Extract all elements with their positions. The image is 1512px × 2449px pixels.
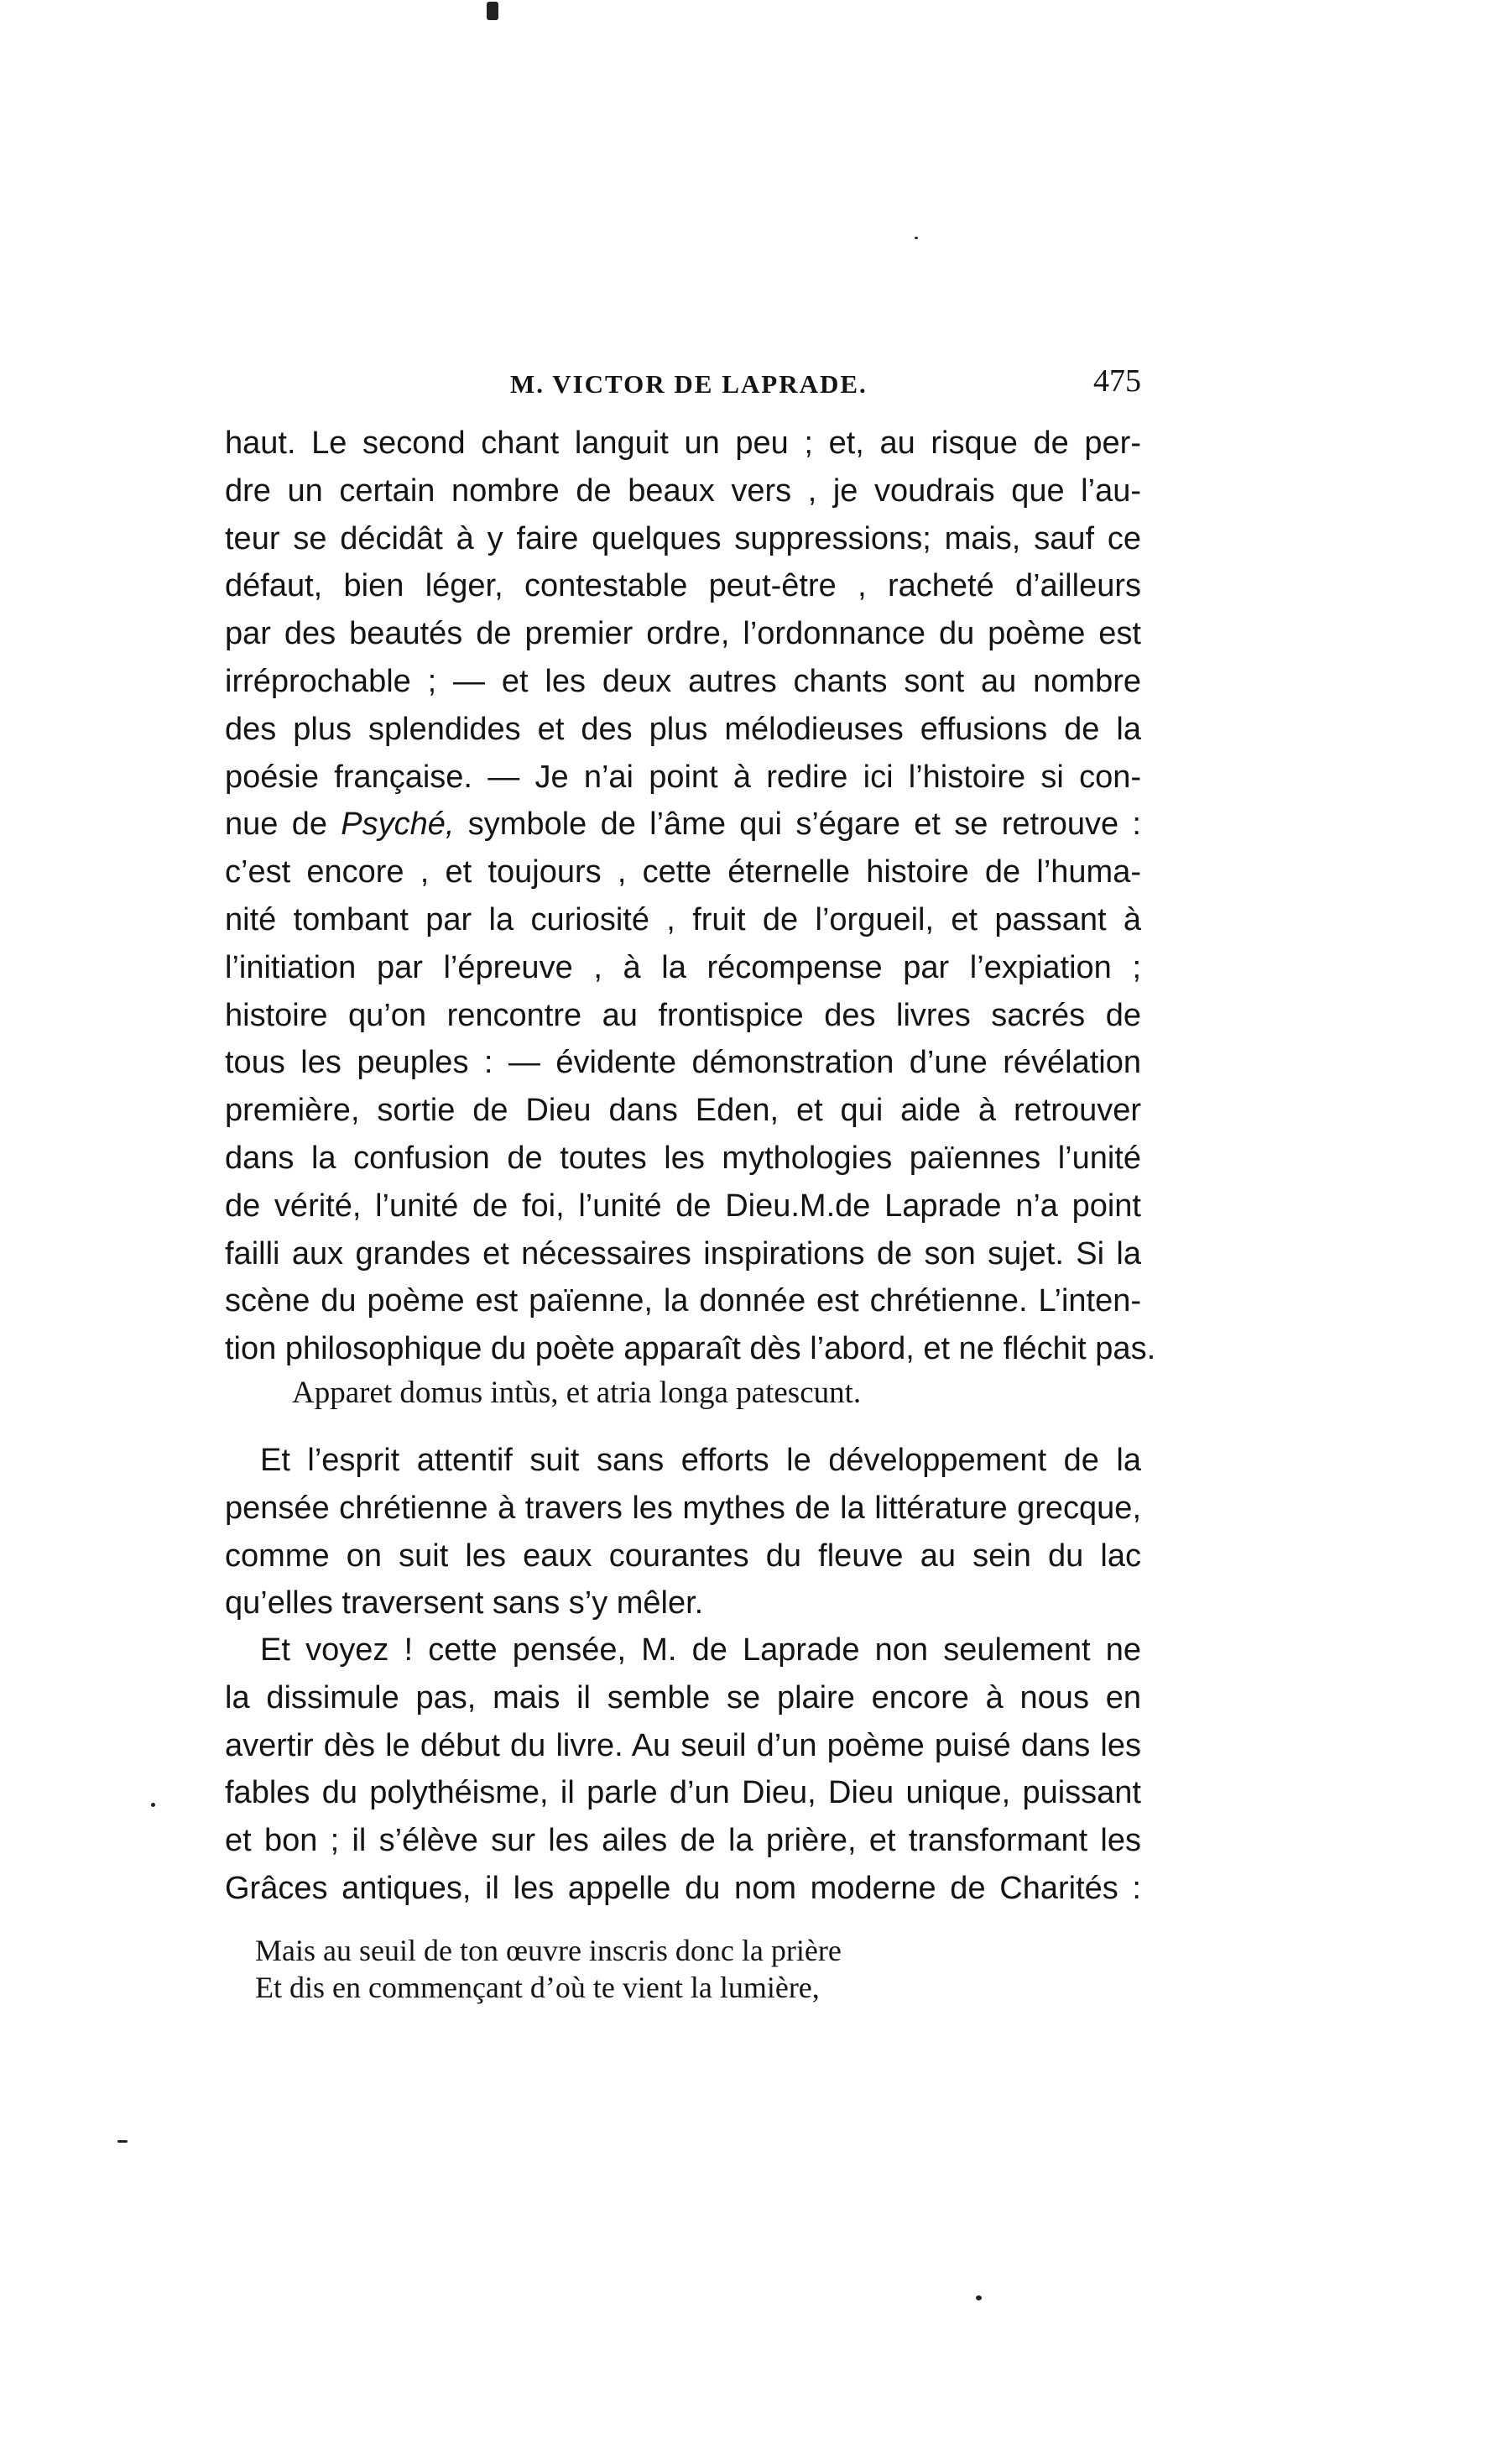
ink-speck [151, 1803, 155, 1807]
verse-line: Et dis en commençant d’où te vient la lumière, [255, 1971, 820, 2004]
text-line: des plus splendides et des plus mélodieuses effusions de la [225, 711, 1141, 747]
text-line: dans la confusion de toutes les mythologies païennes l’unité [225, 1140, 1141, 1176]
text-line: première, sortie de Dieu dans Eden, et qui aide à retrouver [225, 1093, 1141, 1129]
text-line: la dissimule pas, mais il semble se plaire encore à nous en [225, 1679, 1141, 1715]
text-line: haut. Le second chant languit un peu ; et, au risque de per- [225, 426, 1141, 461]
text-line: de vérité, l’unité de foi, l’unité de Dieu.M.de Laprade n’a point [225, 1188, 1141, 1224]
page-number: 475 [1093, 363, 1141, 399]
text-line: irréprochable ; — et les deux autres chants sont au nombre [225, 663, 1141, 699]
text-line: nité tombant par la curiosité , fruit de l’orgueil, et passant à [225, 901, 1141, 937]
text-line: Et l’esprit attentif suit sans efforts le développement de la [260, 1443, 1141, 1478]
text-line: défaut, bien léger, contestable peut-être , racheté d’ailleurs [225, 568, 1141, 604]
text-line: comme on suit les eaux courantes du fleuve au sein du lac [225, 1538, 1141, 1574]
ink-mark [487, 2, 498, 20]
ink-speck [976, 2295, 982, 2300]
latin-quote: Apparet domus intùs, et atria longa patescunt. [292, 1376, 862, 1410]
text-line: scène du poème est païenne, la donnée est chrétienne. L’inten- [225, 1283, 1141, 1319]
text-line: et bon ; il s’élève sur les ailes de la prière, et transformant les [225, 1823, 1141, 1859]
text-line: Et voyez ! cette pensée, M. de Laprade non seulement ne [260, 1632, 1141, 1668]
text-line: Grâces antiques, il les appelle du nom moderne de Charités : [225, 1870, 1141, 1906]
text-line: histoire qu’on rencontre au frontispice des livres sacrés de [225, 997, 1141, 1033]
text-line: poésie française. — Je n’ai point à redire ici l’histoire si con- [225, 759, 1141, 795]
text-line: teur se décidât à y faire quelques suppressions; mais, sauf ce [225, 520, 1141, 556]
running-title: M. VICTOR DE LAPRADE. [510, 369, 868, 399]
text-line: pensée chrétienne à travers les mythes de la littérature grecque, [225, 1490, 1141, 1526]
verse-line: Mais au seuil de ton œuvre inscris donc la prière [255, 1934, 842, 1967]
paragraph-2 [225, 1437, 1141, 1627]
paragraph-1 [225, 420, 1156, 1373]
text-line: qu’elles traversent sans s’y mêler. [225, 1585, 704, 1621]
text-line: tous les peuples : — évidente démonstration d’une révélation [225, 1045, 1141, 1081]
text-line: par des beautés de premier ordre, l’ordonnance du poème est [225, 616, 1141, 652]
text-line: c’est encore , et toujours , cette éternelle histoire de l’huma- [225, 854, 1141, 890]
text-line-psyche [225, 801, 1141, 849]
paragraph-3 [225, 1627, 1141, 1913]
text-line: l’initiation par l’épreuve , à la récompense par l’expiation ; [225, 949, 1141, 985]
text-line: avertir dès le début du livre. Au seuil d’un poème puisé dans les [225, 1727, 1141, 1763]
psyche-title: Psyché, [341, 807, 455, 843]
text-fragment: symbole de l’âme qui s’égare et se retrouve : [454, 807, 1141, 843]
text-line: tion philosophique du poète apparaît dès l’abord, et ne fléchit pas. [225, 1331, 1156, 1367]
text-line: dre un certain nombre de beaux vers , je voudrais que l’au- [225, 473, 1141, 509]
text-fragment: nue de [225, 807, 342, 843]
text-line: fables du polythéisme, il parle d’un Dieu, Dieu unique, puissant [225, 1775, 1141, 1811]
verse-quote [255, 1932, 842, 2006]
ink-speck [915, 237, 918, 239]
page-header [225, 359, 1141, 410]
text-line: failli aux grandes et nécessaires inspirations de son sujet. Si la [225, 1235, 1141, 1271]
ink-speck [117, 2140, 128, 2143]
